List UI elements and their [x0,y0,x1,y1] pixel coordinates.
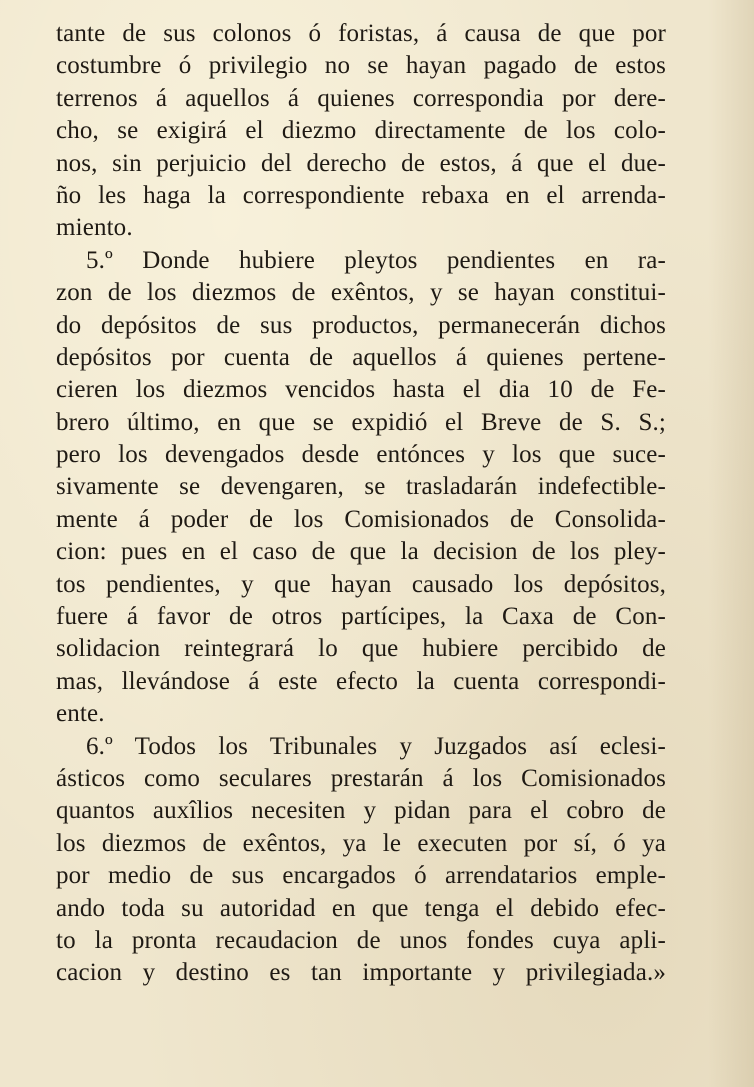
article-5-heading-line: 5.º Donde hubiere pleytos pendientes en ra- [86,246,666,274]
text-line: pero los devengados desde entónces y los que suce- [56,441,666,469]
text-line: por medio de sus encargados ó arrendatarios emple- [56,862,666,890]
text-line: quantos auxîlios necesiten y pidan para el cobro de [56,797,666,825]
text-line: fuere á favor de otros partícipes, la Caxa de Con- [56,603,666,631]
text-line: costumbre ó privilegio no se hayan pagado de estos [56,52,666,80]
text-line: nos, sin perjuicio del derecho de estos, á que el due- [56,149,666,177]
text-line: mas, llevándose á este efecto la cuenta correspondi- [56,667,666,695]
text-line: ño les haga la correspondiente rebaxa en el arrenda- [56,181,666,209]
text-line: depósitos por cuenta de aquellos á quienes pertene- [56,343,666,371]
text-line: sivamente se devengaren, se trasladarán indefectible- [56,473,666,501]
text-line: ásticos como seculares prestarán á los Comisionados [56,764,666,792]
text-line: los diezmos de exêntos, ya le executen por sí, ó ya [56,829,666,857]
text-line: cho, se exigirá el diezmo directamente de los colo- [56,117,666,145]
body-text [56,18,666,990]
text-line: tante de sus colonos ó foristas, á causa de que por [56,20,666,47]
text-line: miento. [56,214,133,242]
text-line: to la pronta recaudacion de unos fondes cuya apli- [56,926,666,954]
article-6-heading-line: 6.º Todos los Tribunales y Juzgados así eclesi- [86,732,666,760]
text-line: cieren los diezmos vencidos hasta el dia 10 de Fe- [56,376,666,404]
text-line: cion: pues en el caso de que la decision de los pley- [56,538,666,566]
page-gutter-shadow [708,0,754,1087]
text-line: ando toda su autoridad en que tenga el debido efec- [56,894,666,922]
text-line: zon de los diezmos de exêntos, y se hayan constitui- [56,279,666,307]
text-line: tos pendientes, y que hayan causado los depósitos, [56,570,666,598]
text-line: brero último, en que se expidió el Breve de S. S.; [56,408,666,436]
text-line: ente. [56,700,105,728]
text-line: solidacion reintegrará lo que hubiere percibido de [56,635,666,663]
text-line: do depósitos de sus productos, permanecerán dichos [56,311,666,339]
text-line: mente á poder de los Comisionados de Consolida- [56,505,666,533]
text-line: cacion y destino es tan importante y privilegiada.» [56,959,666,987]
text-line: terrenos á aquellos á quienes correspondia por dere- [56,84,666,112]
